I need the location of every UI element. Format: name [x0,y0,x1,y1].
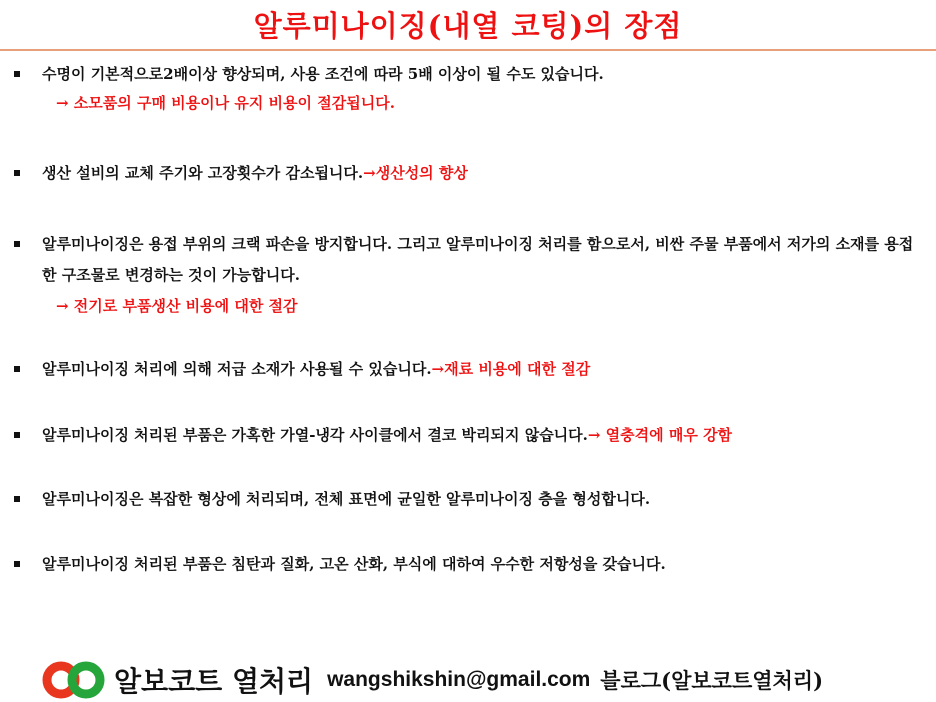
bullet-icon [14,432,20,438]
footer [42,660,823,700]
bullet-text: 알루미나이징은 용접 부위의 크랙 파손을 방지합니다. 그리고 알루미나이징 처리를 함으로서, 비싼 주물 부품에서 저가의 소재를 용접한 구조물로 변경하는 것이 가능합니다. [42,235,914,284]
bullet-item-3 [14,229,924,322]
bullet-text: 알루미나이징 처리된 부품은 침탄과 질화, 고온 산화, 부식에 대하여 우수한 저항성을 갖습니다. [42,555,666,573]
bullet-item-1 [14,63,924,114]
bullet-icon [14,71,20,77]
bullet-highlight: →생산성의 향상 [363,164,468,182]
bullet-subnote: → 전기로 부품생산 비용에 대한 절감 [56,297,298,315]
bullet-icon [14,241,20,247]
bullet-icon [14,170,20,176]
bullet-text: 알루미나이징 처리에 의해 저급 소재가 사용될 수 있습니다. [42,360,432,378]
blog-label: 블로그(알보코트열처리) [600,668,824,693]
bullet-text: 알루미나이징은 복잡한 형상에 처리되며, 전체 표면에 균일한 알루미나이징 층을 형성합니다. [42,490,651,508]
bullet-text: 수명이 기본적으로2배이상 향상되며, 사용 조건에 따라 5배 이상이 될 수도 있습니다. [42,65,604,83]
bullet-item-5 [14,424,924,446]
contact-email: wangshikshin@gmail.com [327,668,591,691]
company-logo-icon [42,661,106,699]
bullet-item-4 [14,358,924,380]
bullet-icon [14,561,20,567]
bullet-text: 알루미나이징 처리된 부품은 가혹한 가열-냉각 사이클에서 결코 박리되지 않습니다. [42,426,588,444]
company-name: 알보코트 열처리 [114,665,314,698]
bullet-highlight: →재료 비용에 대한 절감 [431,360,591,378]
bullet-highlight: → 열충격에 매우 강함 [587,426,733,444]
bullet-item-7 [14,553,924,575]
bullet-icon [14,496,20,502]
title-divider [0,49,936,51]
bullet-subnote: → 소모품의 구매 비용이나 유지 비용이 절감됩니다. [56,94,395,112]
bullet-item-2 [14,162,924,184]
bullet-text: 생산 설비의 교체 주기와 고장횟수가 감소됩니다. [42,164,364,182]
bullet-item-6 [14,488,924,510]
bullet-icon [14,366,20,372]
page-title: 알루미나이징(내열 코팅)의 장점 [253,9,683,43]
